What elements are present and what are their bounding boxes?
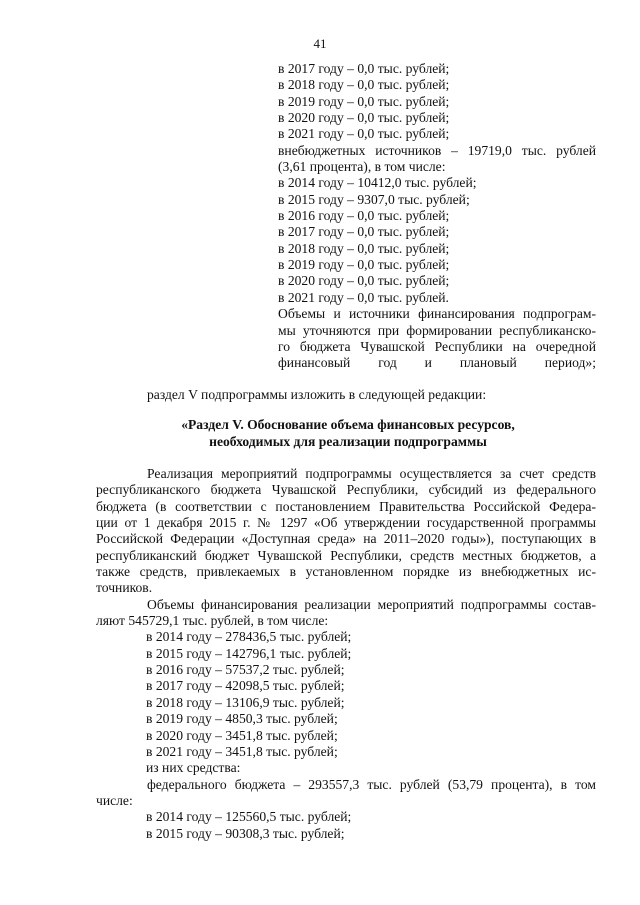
paragraph-line: ляют 545729,1 тыс. рублей, в том числе: (96, 613, 329, 629)
extrabudget-line: внебюджетных источников – 19719,0 тыс. рублей (278, 142, 596, 158)
paragraph-line: бюджета (в соответствии с постановлением Правительства Российской Федера- (96, 498, 596, 514)
paragraph-line: республиканский бюджет Чувашской Республики, средств местных бюджетов, а (96, 547, 596, 563)
paragraph-line: республиканского бюджета Чувашской Республики, субсидий из федерального (96, 482, 596, 498)
year-line: в 2019 году – 0,0 тыс. рублей; (278, 93, 450, 109)
federal-line: числе: (96, 792, 133, 808)
year-line: в 2017 году – 42098,5 тыс. рублей; (146, 678, 345, 694)
year-line: в 2021 году – 0,0 тыс. рублей. (278, 289, 449, 305)
year-line: в 2018 году – 0,0 тыс. рублей; (278, 240, 450, 256)
note-line: Объемы и источники финансирования подпрограм- (278, 306, 596, 322)
note-line: мы уточняются при формировании республиканско- (278, 322, 596, 338)
section-heading (96, 417, 600, 450)
intro-line: раздел V подпрограммы изложить в следующей редакции: (147, 387, 487, 402)
federal-line: федерального бюджета – 293557,3 тыс. рублей (53,79 процента), в том (147, 776, 596, 792)
year-line: в 2021 году – 0,0 тыс. рублей; (278, 126, 450, 142)
paragraph-sources (96, 466, 596, 842)
year-line: в 2018 году – 13106,9 тыс. рублей; (146, 694, 345, 710)
year-line: в 2019 году – 0,0 тыс. рублей; (278, 257, 450, 273)
section-heading-line: необходимых для реализации подпрограммы (209, 433, 487, 449)
note-line: финансовый год и плановый период»; (278, 355, 596, 371)
from-them-line: из них средства: (146, 760, 241, 776)
paragraph-line: Объемы финансирования реализации мероприятий подпрограммы состав- (147, 596, 596, 612)
paragraph-line: также средств, привлекаемых в установленном порядке из внебюджетных ис- (96, 564, 596, 580)
year-line: в 2015 году – 9307,0 тыс. рублей; (278, 191, 470, 207)
year-line: в 2014 году – 278436,5 тыс. рублей; (146, 629, 352, 645)
year-line: в 2015 году – 142796,1 тыс. рублей; (146, 645, 352, 661)
extrabudget-line: (3,61 процента), в том числе: (278, 159, 446, 175)
year-line: в 2016 году – 0,0 тыс. рублей; (278, 208, 450, 224)
year-line: в 2014 году – 10412,0 тыс. рублей; (278, 175, 477, 191)
note-line: го бюджета Чувашской Республики на очередной (278, 338, 596, 354)
section-heading-line: «Раздел V. Обоснование объема финансовых ресурсов, (181, 417, 515, 432)
year-line: в 2021 году – 3451,8 тыс. рублей; (146, 743, 338, 759)
year-line: в 2020 году – 0,0 тыс. рублей; (278, 110, 450, 126)
paragraph-line: точников. (96, 580, 153, 596)
funding-sources-block (278, 61, 596, 372)
year-line: в 2019 году – 4850,3 тыс. рублей; (146, 711, 338, 727)
year-line: в 2018 году – 0,0 тыс. рублей; (278, 77, 450, 93)
paragraph-line: Реализация мероприятий подпрограммы осуществляется за счет средств (147, 466, 596, 481)
year-line: в 2020 году – 0,0 тыс. рублей; (278, 273, 450, 289)
year-line: в 2020 году – 3451,8 тыс. рублей; (146, 727, 338, 743)
year-line: в 2015 году – 90308,3 тыс. рублей; (146, 825, 345, 841)
year-line: в 2017 году – 0,0 тыс. рублей; (278, 61, 450, 76)
paragraph-line: ции от 1 декабря 2015 г. № 1297 «Об утверждении государственной программы (96, 515, 596, 531)
year-line: в 2017 году – 0,0 тыс. рублей; (278, 224, 450, 240)
year-line: в 2016 году – 57537,2 тыс. рублей; (146, 662, 345, 678)
year-line: в 2014 году – 125560,5 тыс. рублей; (146, 809, 352, 825)
page-number: 41 (313, 36, 327, 51)
paragraph-line: Российской Федерации «Доступная среда» на 2011–2020 годы»), поступающих в (96, 531, 596, 547)
